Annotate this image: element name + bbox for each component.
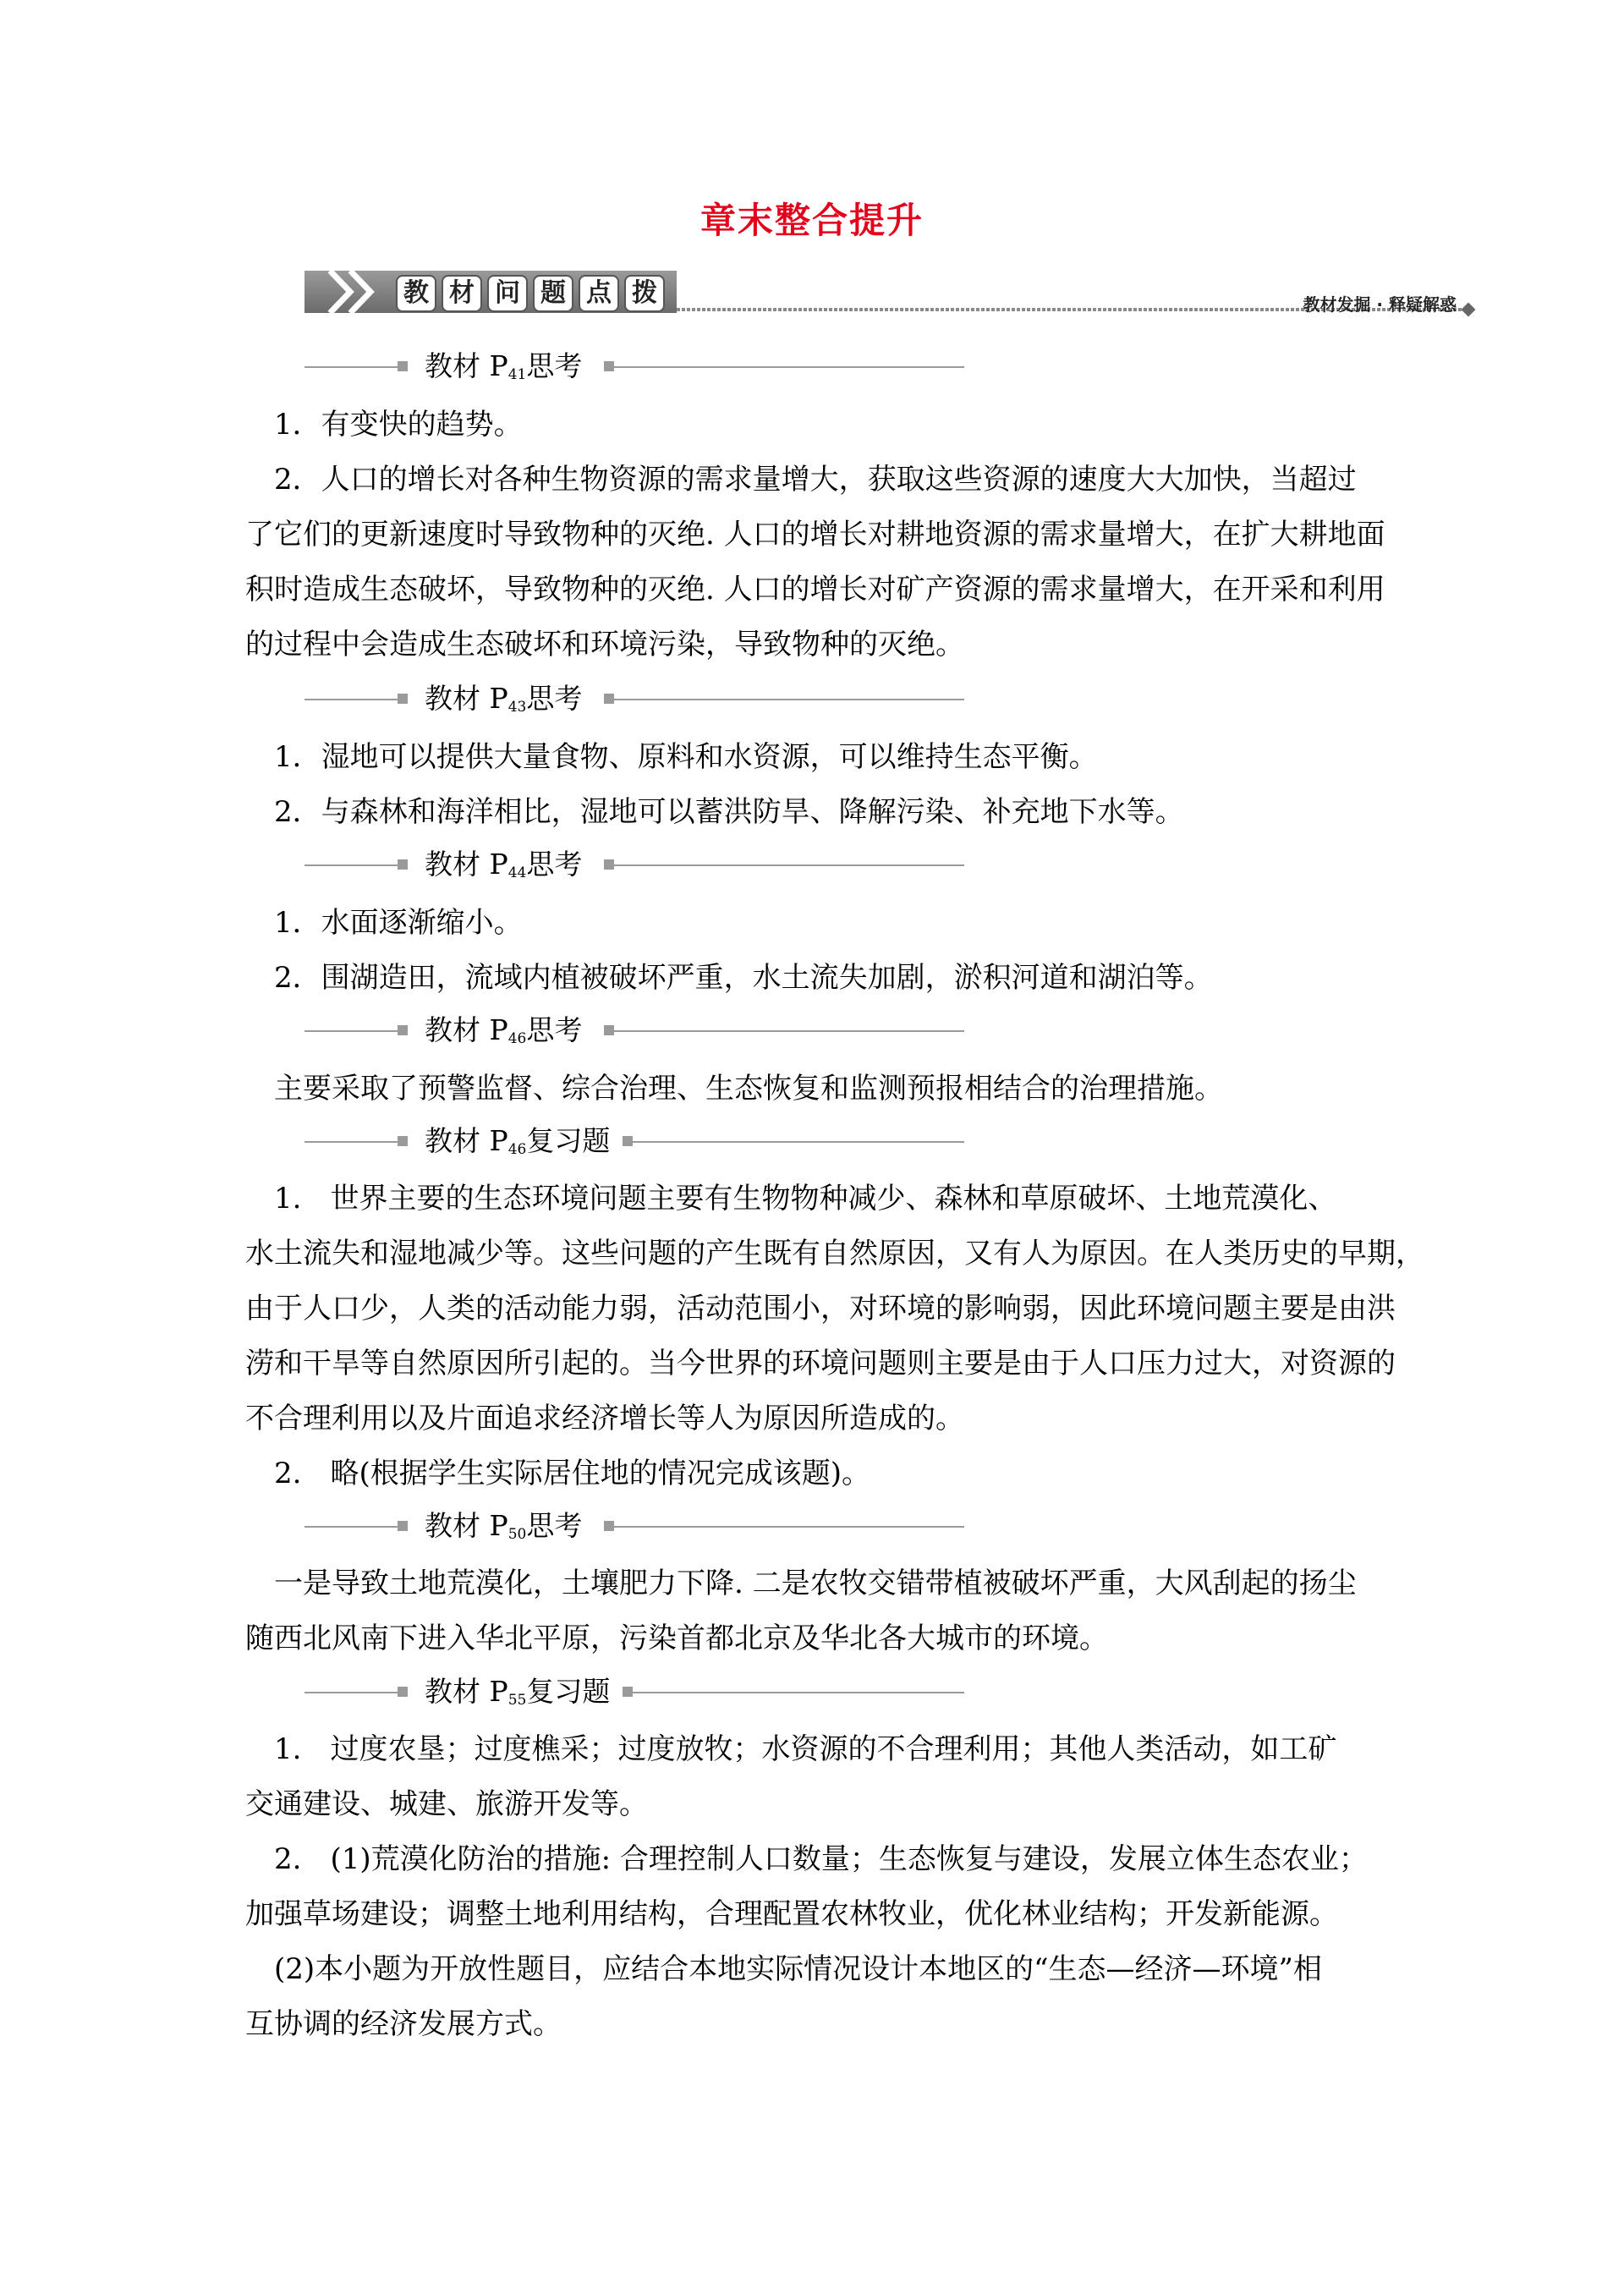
text-line: 2. 略(根据学生实际居住地的情况完成该题)。 — [245, 1457, 870, 1490]
section-header — [304, 1509, 964, 1543]
answer-block — [245, 1172, 1424, 1501]
section-header — [304, 1013, 964, 1047]
banner-label-char: 问 — [487, 275, 528, 312]
answer-block — [245, 896, 1379, 1006]
text-line: 的过程中会造成生态破坏和环境污染，导致物种的灭绝。 — [245, 628, 964, 661]
square-bullet-icon — [398, 859, 408, 870]
section-header-text: 教材 $P_{50}$思考 — [425, 1509, 583, 1543]
section-header — [304, 1124, 964, 1158]
text-line: 1．湿地可以提供大量食物、原料和水资源，可以维持生态平衡。 — [245, 740, 1098, 774]
section-header — [304, 682, 964, 716]
square-bullet-icon — [623, 1136, 633, 1146]
banner-label-char: 点 — [579, 275, 619, 312]
text-line: 2. (1)荒漠化防治的措施: 合理控制人口数量；生态恢复与建设，发展立体生态农业； — [245, 1842, 1368, 1876]
chevron-right-icon — [325, 269, 384, 315]
text-line: 2．围湖造田，流域内植被破坏严重，水土流失加剧，淤积河道和湖泊等。 — [245, 961, 1213, 995]
banner-label-char: 题 — [533, 275, 573, 312]
banner-label — [396, 272, 675, 312]
square-bullet-icon — [398, 694, 408, 704]
answer-block — [245, 398, 1385, 672]
text-line: 积时造成生态破坏，导致物种的灭绝. 人口的增长对矿产资源的需求量增大，在开采和利用 — [245, 573, 1385, 606]
answer-block — [245, 730, 1379, 840]
banner-label-char: 材 — [442, 275, 482, 312]
text-line: 2．人口的增长对各种生物资源的需求量增大，获取这些资源的速度大大加快，当超过 — [245, 463, 1357, 497]
square-bullet-icon — [604, 361, 614, 371]
answer-block — [245, 1722, 1379, 2052]
page-title: 章末整合提升 — [700, 200, 924, 241]
diamond-icon — [1462, 303, 1476, 317]
text-line: 1．有变快的趋势。 — [245, 408, 523, 442]
square-bullet-icon — [398, 361, 408, 371]
section-header-text: 教材 $P_{44}$思考 — [425, 848, 583, 881]
text-line: 2．与森林和海洋相比，湿地可以蓄洪防旱、降解污染、补充地下水等。 — [245, 795, 1184, 829]
text-line: 加强草场建设；调整土地利用结构，合理配置农林牧业，优化林业结构；开发新能源。 — [245, 1897, 1338, 1931]
text-line: (2)本小题为开放性题目，应结合本地实际情况设计本地区的“生态—经济—环境”相 — [245, 1952, 1322, 1986]
square-bullet-icon — [398, 1025, 408, 1035]
section-header-text: 教材 $P_{46}$思考 — [425, 1013, 583, 1047]
section-header — [304, 349, 964, 383]
banner-label-char: 拨 — [624, 275, 665, 312]
text-line: 由于人口少，人类的活动能力弱，活动范围小，对环境的影响弱，因此环境问题主要是由洪 — [245, 1292, 1396, 1325]
text-line: 主要采取了预警监督、综合治理、生态恢复和监测预报相结合的治理措施。 — [245, 1072, 1223, 1106]
section-header-text: 教材 $P_{55}$复习题 — [425, 1675, 611, 1709]
square-bullet-icon — [604, 1025, 614, 1035]
section-header-text: 教材 $P_{46}$复习题 — [425, 1124, 611, 1158]
text-line: 交通建设、城建、旅游开发等。 — [245, 1787, 648, 1821]
text-line: 互协调的经济发展方式。 — [245, 2007, 562, 2041]
square-bullet-icon — [604, 694, 614, 704]
text-line: 1．水面逐渐缩小。 — [245, 906, 523, 940]
section-header — [304, 848, 964, 881]
text-line: 了它们的更新速度时导致物种的灭绝. 人口的增长对耕地资源的需求量增大，在扩大耕地面 — [245, 518, 1385, 552]
banner-label-char: 教 — [396, 275, 436, 312]
section-banner — [304, 269, 1473, 325]
answer-block — [245, 1556, 1379, 1666]
text-line: 随西北风南下进入华北平原，污染首都北京及华北各大城市的环境。 — [245, 1622, 1108, 1655]
text-line: 涝和干旱等自然原因所引起的。当今世界的环境问题则主要是由于人口压力过大，对资源的 — [245, 1347, 1396, 1380]
text-line: 不合理利用以及片面追求经济增长等人为原因所造成的。 — [245, 1402, 964, 1435]
text-line: 一是导致土地荒漠化，土壤肥力下降. 二是农牧交错带植被破坏严重，大风刮起的扬尘 — [245, 1567, 1357, 1600]
section-header-text: 教材 $P_{41}$思考 — [425, 349, 583, 383]
answer-block — [245, 1062, 1379, 1117]
text-line: 1. 过度农垦；过度樵采；过度放牧；水资源的不合理利用；其他人类活动，如工矿 — [245, 1732, 1337, 1766]
square-bullet-icon — [398, 1521, 408, 1531]
section-header — [304, 1675, 964, 1709]
square-bullet-icon — [604, 1521, 614, 1531]
square-bullet-icon — [398, 1687, 408, 1697]
square-bullet-icon — [623, 1687, 633, 1697]
section-header-text: 教材 $P_{43}$思考 — [425, 682, 583, 716]
square-bullet-icon — [398, 1136, 408, 1146]
text-line: 1. 世界主要的生态环境问题主要有生物物种减少、森林和草原破坏、土地荒漠化、 — [245, 1182, 1337, 1216]
text-line: 水土流失和湿地减少等。这些问题的产生既有自然原因，又有人为原因。在人类历史的早期， — [245, 1237, 1424, 1270]
square-bullet-icon — [604, 859, 614, 870]
banner-subtitle: 教材发掘 · 释疑解惑 — [1303, 294, 1457, 315]
